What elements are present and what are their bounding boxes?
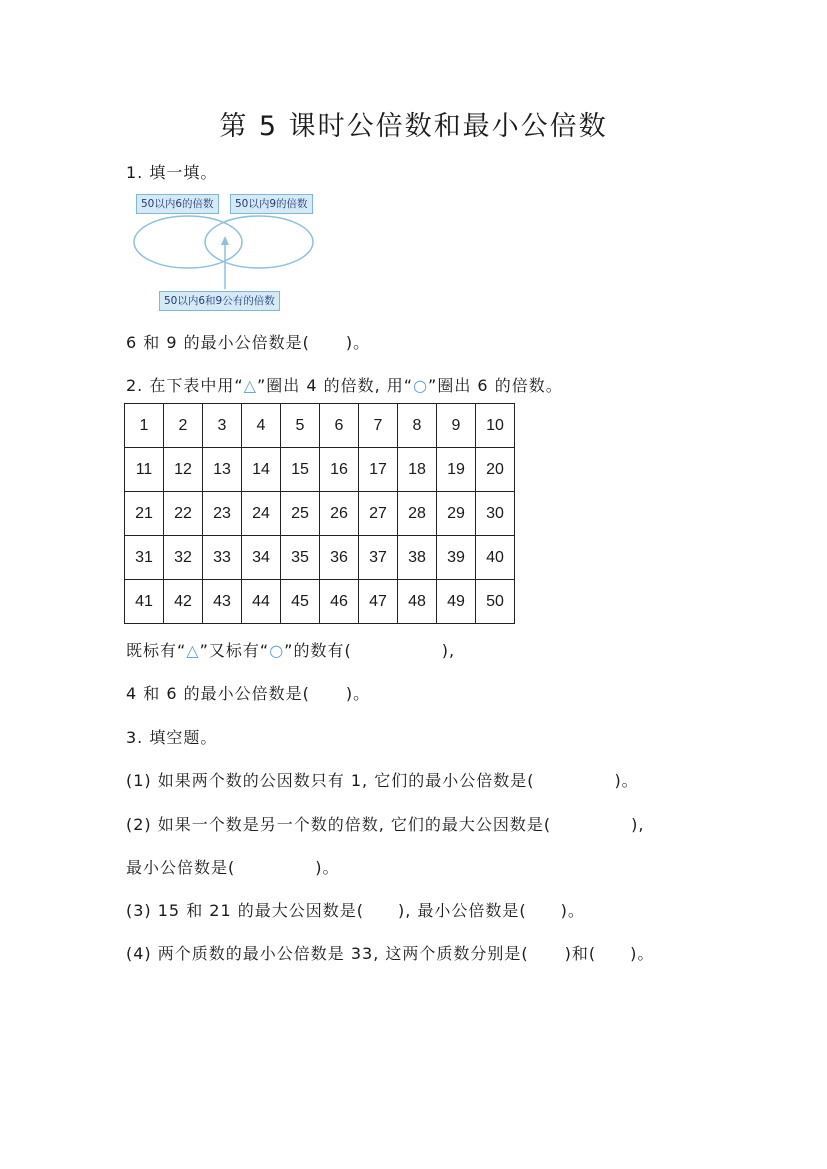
table-cell[interactable]: 47 [359,580,398,624]
table-cell[interactable]: 30 [476,492,515,536]
number-table [124,403,515,624]
table-cell[interactable]: 21 [125,492,164,536]
table-cell[interactable]: 15 [281,448,320,492]
tag-multiples-6: 50以内6的倍数 [136,194,219,214]
q1-lcm-text: 6 和 9 的最小公倍数是( [126,333,310,352]
q3-item2b-text: 最小公倍数是( [126,858,236,877]
table-cell[interactable]: 10 [476,404,515,448]
table-cell[interactable]: 22 [164,492,203,536]
table-cell[interactable]: 23 [203,492,242,536]
table-cell[interactable]: 42 [164,580,203,624]
table-cell[interactable]: 33 [203,536,242,580]
q2-both-line [126,638,455,661]
table-cell[interactable]: 18 [398,448,437,492]
table-cell[interactable]: 39 [437,536,476,580]
table-cell[interactable]: 41 [125,580,164,624]
table-cell[interactable]: 25 [281,492,320,536]
table-cell[interactable]: 48 [398,580,437,624]
q1-lcm-line [126,330,370,353]
q2-heading-text3: ”圈出 6 的倍数。 [428,376,563,395]
table-cell[interactable]: 28 [398,492,437,536]
q3-item1-end: )。 [614,771,639,790]
q2-lcm-end: )。 [345,684,371,703]
page-title: 第 5 课时公倍数和最小公倍数 [219,111,608,142]
q3-item3-text2: ), 最小公倍数是( [397,901,527,920]
q3-item4 [126,941,654,964]
q3-heading: 3. 填空题。 [126,728,218,747]
q3-item3 [126,898,585,921]
q2-both-text2: ”又标有“ [199,641,270,660]
q2-lcm-text: 4 和 6 的最小公倍数是( [126,684,310,703]
table-cell[interactable]: 7 [359,404,398,448]
table-cell[interactable]: 5 [281,404,320,448]
table-cell[interactable]: 49 [437,580,476,624]
table-cell[interactable]: 12 [164,448,203,492]
table-cell[interactable]: 13 [203,448,242,492]
tag-common-multiples: 50以内6和9公有的倍数 [159,291,280,311]
tag-multiples-9: 50以内9的倍数 [230,194,313,214]
table-cell[interactable]: 19 [437,448,476,492]
table-cell[interactable]: 46 [320,580,359,624]
q3-item1-text: (1) 如果两个数的公因数只有 1, 它们的最小公倍数是( [126,771,535,790]
table-cell[interactable]: 14 [242,448,281,492]
table-cell[interactable]: 17 [359,448,398,492]
table-cell[interactable]: 9 [437,404,476,448]
table-cell[interactable]: 50 [476,580,515,624]
table-cell[interactable]: 44 [242,580,281,624]
table-row [125,536,515,580]
table-cell[interactable]: 26 [320,492,359,536]
table-cell[interactable]: 32 [164,536,203,580]
table-cell[interactable]: 27 [359,492,398,536]
q3-item4-end: )。 [630,944,655,963]
q2-heading [126,373,563,396]
table-cell[interactable]: 43 [203,580,242,624]
table-cell[interactable]: 36 [320,536,359,580]
table-row [125,492,515,536]
q3-item3-end: )。 [560,901,585,920]
table-cell[interactable]: 6 [320,404,359,448]
q3-item4-text2: )和( [564,944,597,963]
table-cell[interactable]: 40 [476,536,515,580]
table-cell[interactable]: 11 [125,448,164,492]
q3-item4-text1: (4) 两个质数的最小公倍数是 33, 这两个质数分别是( [126,944,529,963]
q2-heading-text2: ”圈出 4 的倍数, 用“ [256,376,414,395]
q2-heading-text1: 2. 在下表中用“ [126,376,244,395]
ellipse-right [205,216,313,268]
table-cell[interactable]: 37 [359,536,398,580]
q3-item3-text1: (3) 15 和 21 的最大公因数是( [126,901,364,920]
table-cell[interactable]: 31 [125,536,164,580]
q3-item2-end: ), [631,815,645,834]
q2-both-end: ), [441,641,456,660]
table-cell[interactable]: 20 [476,448,515,492]
table-row [125,448,515,492]
q2-both-text3: ”的数有( [284,641,352,660]
table-cell[interactable]: 8 [398,404,437,448]
table-cell[interactable]: 1 [125,404,164,448]
table-cell[interactable]: 2 [164,404,203,448]
table-row [125,580,515,624]
q1-heading: 1. 填一填。 [126,163,218,182]
table-cell[interactable]: 38 [398,536,437,580]
table-cell[interactable]: 3 [203,404,242,448]
table-cell[interactable]: 4 [242,404,281,448]
q3-item2b-end: )。 [315,858,340,877]
table-cell[interactable]: 45 [281,580,320,624]
circle-icon: ○ [413,376,429,395]
table-cell[interactable]: 35 [281,536,320,580]
q3-item2 [126,812,645,835]
q3-item1 [126,768,639,791]
table-row [125,404,515,448]
triangle-icon: △ [243,376,257,395]
circle-icon: ○ [269,641,285,660]
pointer-arrow-icon [221,236,229,245]
venn-diagram [130,190,330,315]
q1-lcm-end: )。 [345,333,371,352]
q3-item2-text: (2) 如果一个数是另一个数的倍数, 它们的最大公因数是( [126,815,552,834]
q2-both-text1: 既标有“ [126,641,187,660]
q2-lcm-line [126,681,370,704]
table-cell[interactable]: 34 [242,536,281,580]
q3-item2b [126,855,340,878]
table-cell[interactable]: 29 [437,492,476,536]
table-cell[interactable]: 16 [320,448,359,492]
table-cell[interactable]: 24 [242,492,281,536]
triangle-icon: △ [186,641,200,660]
